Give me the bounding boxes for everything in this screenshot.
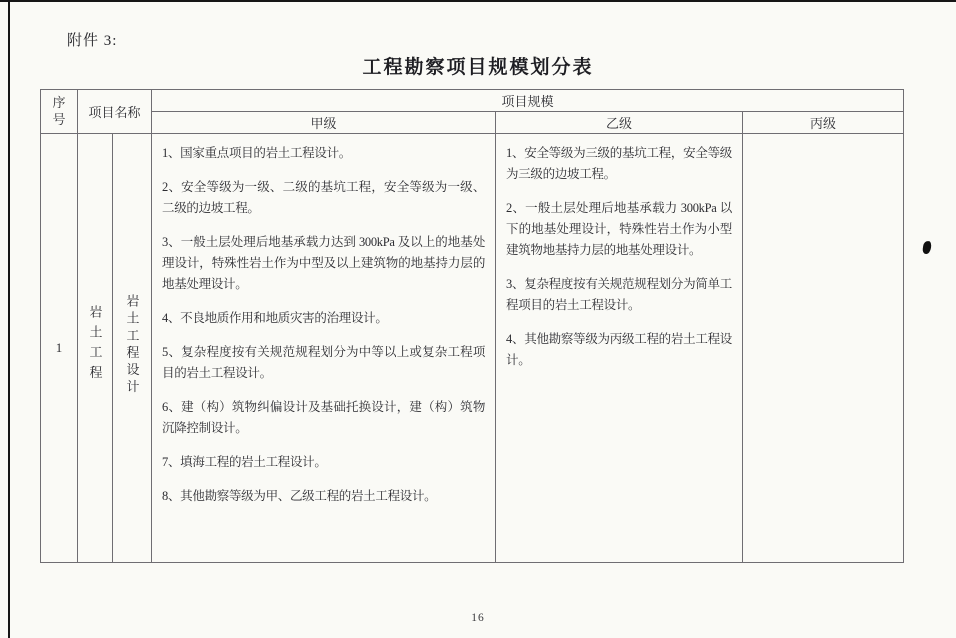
row-subcategory-cell [113,134,152,563]
clause-text: 2、一般土层处理后地基承载力 300kPa 以下的地基处理设计，特殊性岩土作为小型建筑物地基持力层的地基处理设计。 [506,201,733,257]
page-title: 工程勘察项目规模划分表 [362,57,594,78]
attachment-label: 附件 3: [67,33,118,49]
clause-text: 1、国家重点项目的岩土工程设计。 [162,146,351,160]
header-serial-label: 序号 [52,95,66,127]
clause-text: 6、建（构）筑物纠偏设计及基础托换设计，建（构）筑物沉降控制设计。 [162,400,486,435]
clause-text: 3、一般土层处理后地基承载力达到 300kPa 及以上的地基处理设计，特殊性岩土作为中型及以上建筑物的地基持力层的地基处理设计。 [162,235,486,291]
header-grade-c: 丙级 [743,112,904,134]
project-scale-table [40,89,904,563]
scan-edge-left [8,0,10,638]
page-number: 16 [471,612,485,624]
row-category-cell [78,134,113,563]
grade-b-cell [496,134,743,563]
clause-text: 4、不良地质作用和地质灾害的治理设计。 [162,311,388,325]
header-project-name: 项目名称 [78,90,152,134]
header-serial [41,90,78,134]
ink-blot-mark [922,241,932,255]
clause-text: 2、安全等级为一级、二级的基坑工程，安全等级为一级、二级的边坡工程。 [162,180,486,215]
grade-a-cell [152,134,496,563]
clause-text: 8、其他勘察等级为甲、乙级工程的岩土工程设计。 [162,489,437,503]
table-row [41,134,904,563]
clause-text: 3、复杂程度按有关规范规程划分为简单工程项目的岩土工程设计。 [506,277,733,312]
row-serial: 1 [41,134,78,563]
clause-text: 5、复杂程度按有关规范规程划分为中等以上或复杂工程项目的岩土工程设计。 [162,345,486,380]
header-project-scale: 项目规模 [152,90,904,112]
clause-text: 1、安全等级为三级的基坑工程，安全等级为三级的边坡工程。 [506,146,733,181]
row-category-label: 岩土工程 [87,305,103,386]
grade-c-cell [743,134,904,563]
row-subcategory-label: 岩土工程设计 [124,294,140,397]
clause-text: 4、其他勘察等级为丙级工程的岩土工程设计。 [506,332,733,367]
clause-text: 7、填海工程的岩土工程设计。 [162,455,327,469]
header-grade-b: 乙级 [496,112,743,134]
header-grade-a: 甲级 [152,112,496,134]
scan-edge-top [0,0,956,2]
